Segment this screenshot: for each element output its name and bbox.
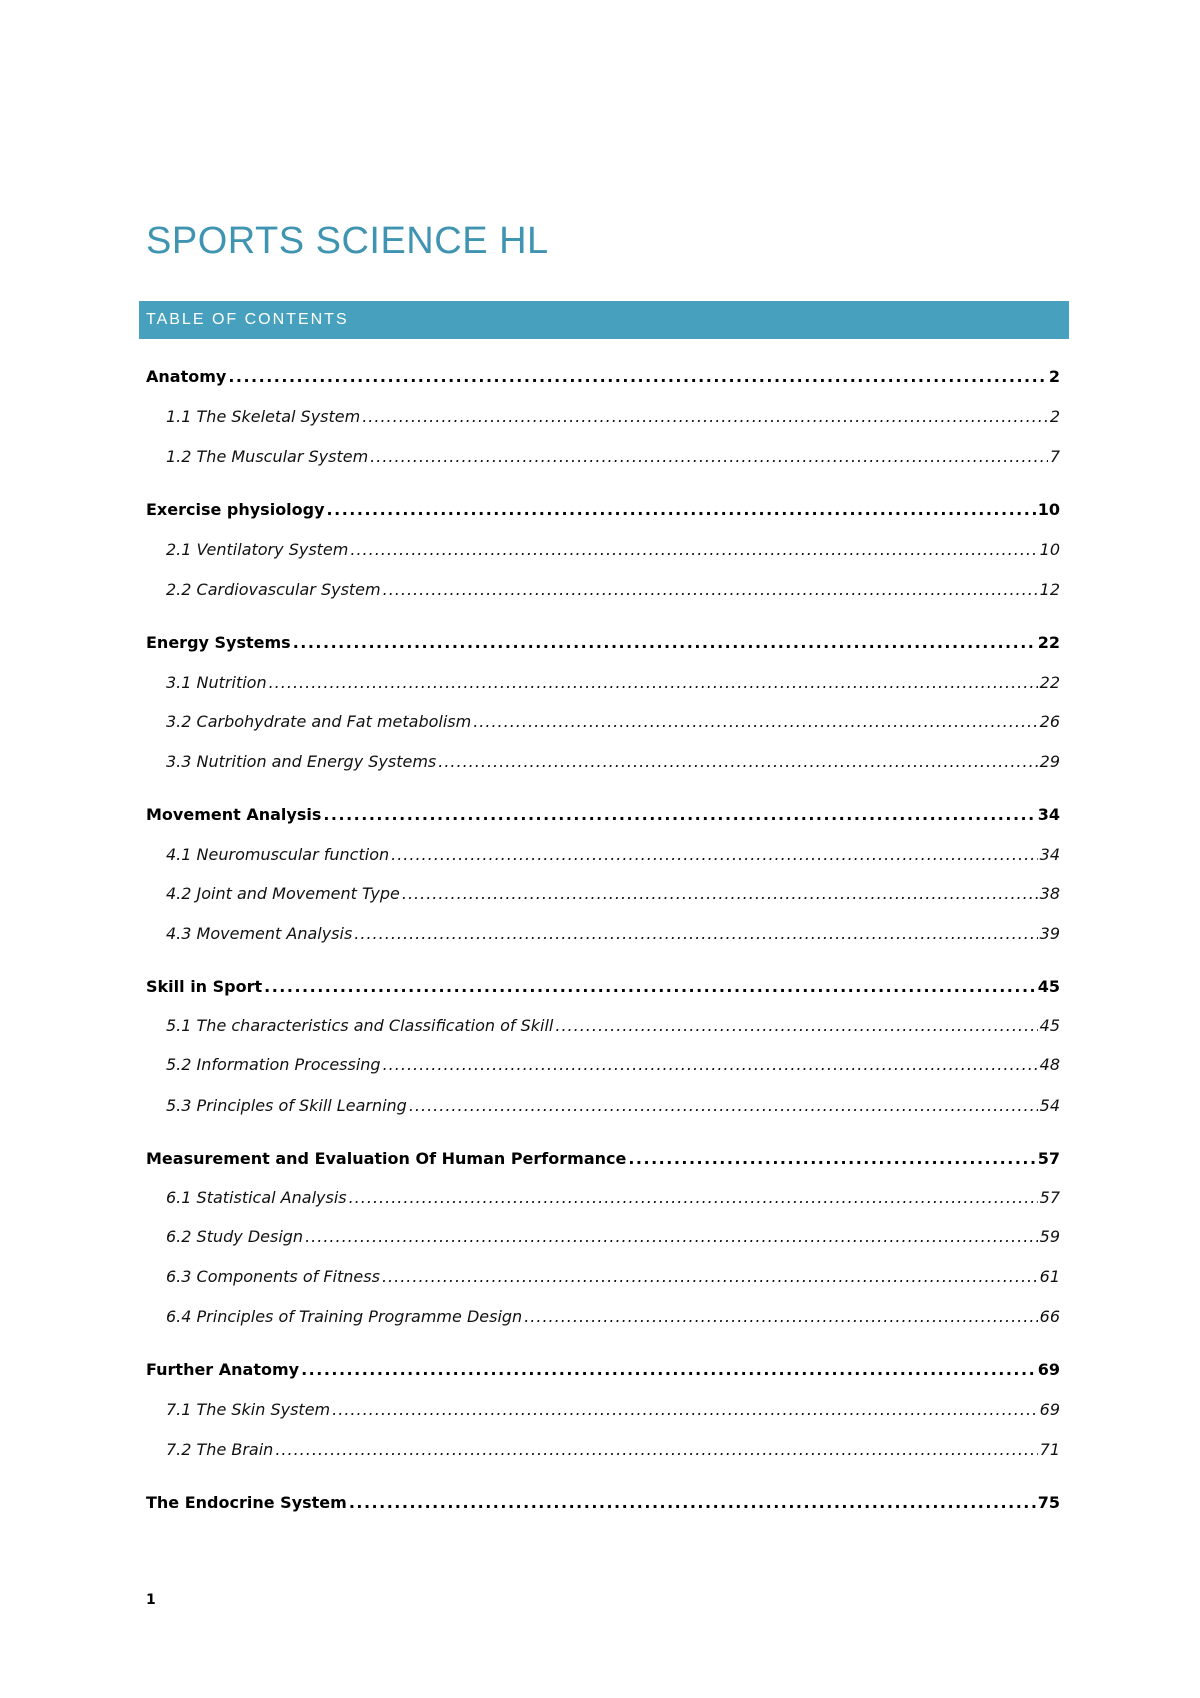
toc-entry-page-number: 69 [1037,1360,1060,1379]
toc-entry-label: 5.3 Principles of Skill Learning [166,1096,407,1115]
toc-section-entry[interactable] [166,538,1060,562]
toc-entry-label: 4.2 Joint and Movement Type [166,884,400,903]
toc-dot-leader [332,1398,1038,1422]
toc-section-entry[interactable] [166,1225,1060,1249]
toc-entry-page-number: 10 [1037,500,1060,519]
toc-chapter-entry[interactable] [146,1147,1060,1171]
toc-entry-page-number: 39 [1039,924,1060,943]
toc-entry-label: Measurement and Evaluation Of Human Performance [146,1149,627,1168]
toc-dot-leader [555,1014,1037,1038]
toc-entry-page-number: 69 [1039,1400,1060,1419]
toc-entry-page-number: 2 [1049,407,1060,426]
toc-section-entry[interactable] [166,710,1060,734]
toc-entry-page-number: 12 [1039,580,1060,599]
toc-section-entry[interactable] [166,445,1060,469]
toc-section-entry[interactable] [166,1265,1060,1289]
toc-entry-page-number: 57 [1037,1149,1060,1168]
toc-section-entry[interactable] [166,1186,1060,1210]
toc-entry-page-number: 7 [1049,447,1060,466]
toc-entry-page-number: 75 [1037,1493,1060,1512]
toc-chapter-entry[interactable] [146,803,1060,827]
toc-chapter-entry[interactable] [146,1358,1060,1382]
toc-entry-label: Energy Systems [146,633,291,652]
toc-chapter-entry[interactable] [146,975,1060,999]
toc-dot-leader [383,1053,1038,1077]
toc-dot-leader [382,1265,1038,1289]
toc-entry-label: 5.1 The characteristics and Classification of Skill [166,1016,554,1035]
toc-entry-label: 7.2 The Brain [166,1440,274,1459]
toc-heading-banner [139,301,1069,339]
toc-entry-page-number: 66 [1039,1307,1060,1326]
toc-dot-leader [362,405,1048,429]
toc-section-entry[interactable] [166,1305,1060,1329]
toc-dot-leader [305,1225,1038,1249]
toc-entry-label: 3.1 Nutrition [166,673,267,692]
toc-entry-page-number: 61 [1039,1267,1060,1286]
toc-dot-leader [275,1438,1037,1462]
toc-entry-label: 2.1 Ventilatory System [166,540,349,559]
toc-dot-leader [354,922,1037,946]
toc-chapter-entry[interactable] [146,631,1060,655]
toc-dot-leader [350,538,1037,562]
toc-entry-page-number: 22 [1037,633,1060,652]
toc-entry-page-number: 34 [1039,845,1060,864]
toc-dot-leader [628,1147,1035,1171]
toc-entry-page-number: 22 [1039,673,1060,692]
toc-section-entry[interactable] [166,671,1060,695]
toc-heading: TABLE OF CONTENTS [146,311,349,328]
toc-dot-leader [383,578,1038,602]
toc-chapter-entry[interactable] [146,1491,1060,1515]
toc-entry-label: 6.2 Study Design [166,1227,304,1246]
toc-entry-page-number: 54 [1039,1096,1060,1115]
toc-entry-page-number: 59 [1039,1227,1060,1246]
toc-entry-label: 6.1 Statistical Analysis [166,1188,347,1207]
toc-dot-leader [264,975,1036,999]
toc-section-entry[interactable] [166,1053,1060,1077]
toc-dot-leader [228,365,1047,389]
toc-entry-label: 4.3 Movement Analysis [166,924,353,943]
toc-dot-leader [524,1305,1037,1329]
toc-entry-page-number: 48 [1039,1055,1060,1074]
toc-section-entry[interactable] [166,578,1060,602]
toc-dot-leader [473,710,1037,734]
toc-dot-leader [370,445,1048,469]
toc-entry-label: 7.1 The Skin System [166,1400,331,1419]
toc-entry-label: 3.2 Carbohydrate and Fat metabolism [166,712,472,731]
document-title: SPORTS SCIENCE HL [146,220,549,262]
toc-entry-page-number: 10 [1039,540,1060,559]
toc-chapter-entry[interactable] [146,365,1060,389]
toc-entry-label: 2.2 Cardiovascular System [166,580,381,599]
toc-entry-page-number: 34 [1037,805,1060,824]
toc-dot-leader [409,1094,1038,1118]
toc-entry-label: 4.1 Neuromuscular function [166,845,390,864]
toc-dot-leader [293,631,1036,655]
toc-section-entry[interactable] [166,1014,1060,1038]
toc-entry-label: 6.3 Components of Fitness [166,1267,380,1286]
toc-dot-leader [402,882,1038,906]
toc-entry-label: Anatomy [146,367,227,386]
toc-section-entry[interactable] [166,882,1060,906]
toc-dot-leader [438,750,1037,774]
toc-section-entry[interactable] [166,405,1060,429]
toc-dot-leader [327,498,1036,522]
toc-dot-leader [301,1358,1036,1382]
toc-section-entry[interactable] [166,922,1060,946]
toc-entry-label: 6.4 Principles of Training Programme Design [166,1307,523,1326]
toc-entry-page-number: 29 [1039,752,1060,771]
toc-entry-label: 1.1 The Skeletal System [166,407,361,426]
toc-entry-label: The Endocrine System [146,1493,347,1512]
toc-dot-leader [391,843,1038,867]
toc-entry-page-number: 38 [1039,884,1060,903]
toc-section-entry[interactable] [166,843,1060,867]
toc-section-entry[interactable] [166,750,1060,774]
toc-dot-leader [269,671,1038,695]
toc-entry-page-number: 71 [1039,1440,1060,1459]
toc-entry-page-number: 45 [1037,977,1060,996]
toc-entry-page-number: 57 [1039,1188,1060,1207]
toc-entry-label: 5.2 Information Processing [166,1055,381,1074]
toc-entry-page-number: 2 [1048,367,1060,386]
toc-entry-label: Further Anatomy [146,1360,300,1379]
toc-dot-leader [323,803,1035,827]
toc-entry-label: Movement Analysis [146,805,322,824]
toc-chapter-entry[interactable] [146,498,1060,522]
toc-entry-label: 3.3 Nutrition and Energy Systems [166,752,437,771]
toc-entry-page-number: 45 [1039,1016,1060,1035]
toc-dot-leader [349,1186,1038,1210]
page-number: 1 [146,1592,156,1608]
toc-dot-leader [349,1491,1036,1515]
toc-entry-label: Skill in Sport [146,977,263,996]
toc-entry-label: 1.2 The Muscular System [166,447,369,466]
toc-entry-label: Exercise physiology [146,500,325,519]
toc-section-entry[interactable] [166,1094,1060,1118]
toc-section-entry[interactable] [166,1438,1060,1462]
toc-entry-page-number: 26 [1039,712,1060,731]
toc-section-entry[interactable] [166,1398,1060,1422]
